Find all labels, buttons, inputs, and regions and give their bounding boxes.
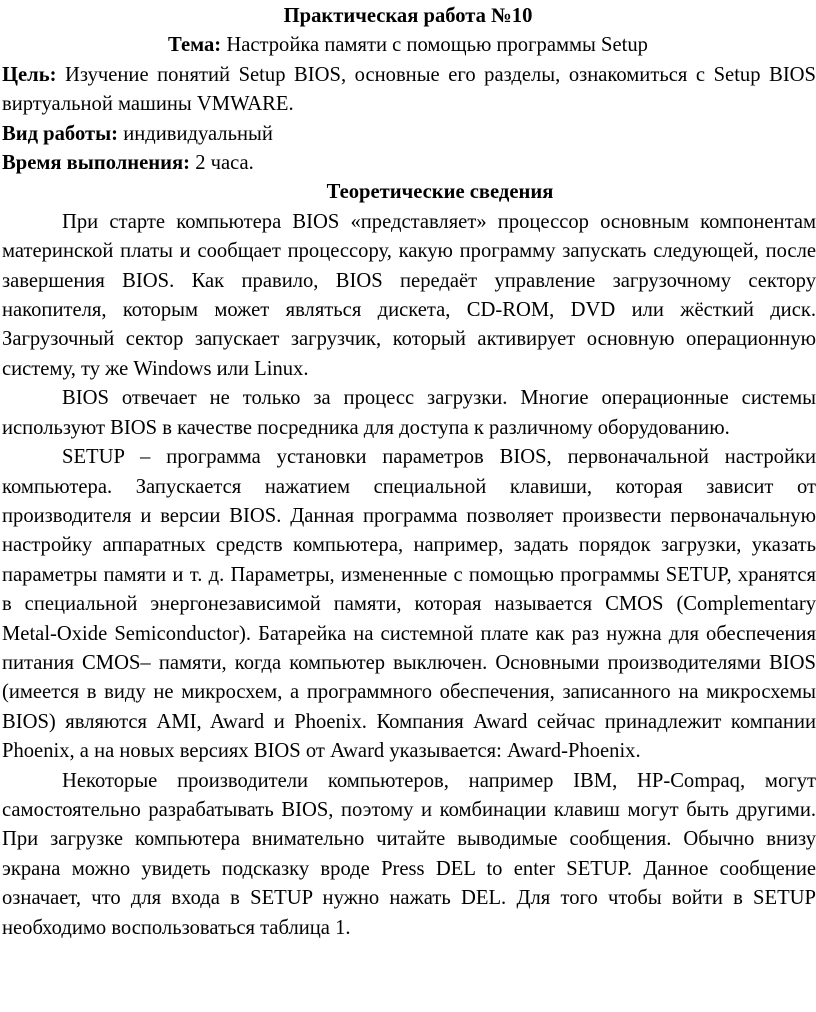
goal-line xyxy=(2,61,816,120)
theory-paragraph-4: Некоторые производители компьютеров, например IBM, HP-Compaq, могут самостоятельно разрабатывать BIOS, поэтому и комбинации клавиш могут быть другими. При загрузке компьютера внимательно читайте выводимые сообщения. Обычно внизу экрана можно увидеть подсказку вроде Press DEL to enter SETUP. Данное сообщение означает, что для входа в SETUP нужно нажать DEL. Для того чтобы войти в SETUP необходимо воспользоваться таблица 1. xyxy=(2,769,816,939)
document-page xyxy=(0,2,816,943)
work-type-value: индивидуальный xyxy=(123,122,273,145)
goal-label: Цель: xyxy=(2,63,57,86)
theory-heading: Теоретические сведения xyxy=(326,181,554,204)
time-value: 2 часа. xyxy=(195,152,254,175)
page-title: Практическая работа №10 xyxy=(283,5,533,27)
work-type-label: Вид работы: xyxy=(2,122,119,145)
topic-value: Настройка памяти с помощью программы Setup xyxy=(226,34,648,57)
theory-paragraph-2: BIOS отвечает не только за процесс загрузки. Многие операционные системы используют BIOS в качестве посредника для доступа к различному оборудованию. xyxy=(2,387,816,439)
topic-label: Тема: xyxy=(168,34,222,57)
topic-line xyxy=(0,31,816,60)
time-line xyxy=(2,149,816,178)
goal-value: Изучение понятий Setup BIOS, основные его разделы, ознакомиться с Setup BIOS виртуальной машины VMWARE. xyxy=(2,63,816,116)
time-label: Время выполнения: xyxy=(2,152,191,175)
work-type-line xyxy=(2,120,816,149)
theory-paragraph-1: При старте компьютера BIOS «представляет» процессор основным компонентам материнской платы и сообщает процессору, какую программу запускать следующей, после завершения BIOS. Как правило, BIOS передаёт управление загрузочному сектору накопителя, которым может являться дискета, CD-ROM, DVD или жёсткий диск. Загрузочный сектор запускает загрузчик, который активирует основную операционную систему, ту же Windows или Linux. xyxy=(2,210,816,380)
theory-paragraph-3: SETUP – программа установки параметров BIOS, первоначальной настройки компьютера. Запускается нажатием специальной клавиши, которая зависит от производителя и версии BIOS. Данная программа позволяет произвести первоначальную настройку аппаратных средств компьютера, например, задать порядок загрузки, указать параметры памяти и т. д. Параметры, измененные с помощью программы SETUP, хранятся в специальной энергонезависимой памяти, которая называется CMOS (Complementary Metal-Oxide Semiconductor). Батарейка на системной плате как раз нужна для обеспечения питания CMOS– памяти, когда компьютер выключен. Основными производителями BIOS (имеется в виду не микросхем, а программного обеспечения, записанного на микросхемы BIOS) являются AMI, Award и Phoenix. Компания Award сейчас принадлежит компании Phoenix, а на новых версиях BIOS от Award указывается: Award-Phoenix. xyxy=(2,446,816,763)
